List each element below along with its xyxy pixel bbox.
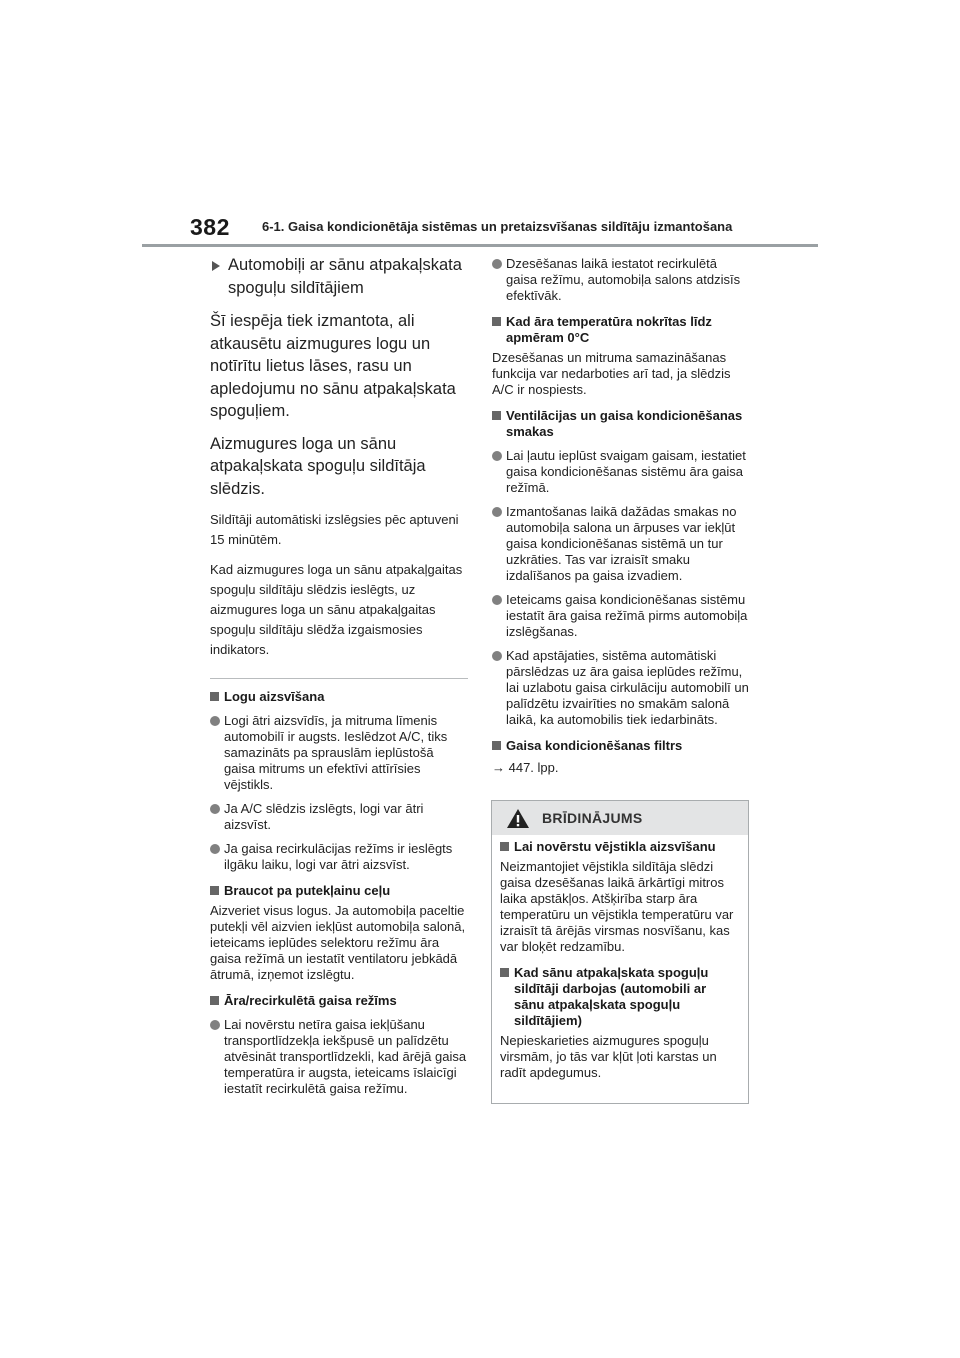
warning-text-vejstikls: Neizmantojiet vējstikla sildītāja slēdzi gaisa dzesēšanas laikā ārkārtīgi mitros laika apstākļos. Atšķirība starp āra temperatūru un vējstikla temperatūru var izraisīt tā ārējās virsmas nosvīšanu, kas var bloķēt redzamību.	[500, 859, 734, 954]
circle-bullet-icon	[492, 451, 502, 461]
heading-logu-aizsvisana	[210, 689, 468, 705]
warning-heading-speguli	[500, 965, 740, 1029]
page-reference-link[interactable]: → 447. lpp.	[492, 760, 559, 775]
heading-text: Lai novērstu vējstikla aizsvīšanu	[514, 839, 716, 854]
heading-temperatura	[492, 314, 750, 346]
circle-bullet-icon	[210, 804, 220, 814]
list-item	[492, 256, 750, 304]
square-bullet-icon	[210, 886, 219, 895]
list-item-text: Ja gaisa recirkulācijas režīms ir ieslēgts ilgāku laiku, logi var ātri aizsvīst.	[224, 841, 453, 872]
list-item	[492, 448, 750, 496]
warning-text-speguli: Nepieskarieties aizmugures spoguļu virsmām, jo tās var kļūt ļoti karstas un radīt apdegumus.	[500, 1033, 717, 1080]
triangle-bullet-icon	[212, 261, 220, 271]
heading-braucot	[210, 883, 468, 899]
list-item-text: Dzesēšanas laikā iestatot recirkulētā gaisa režīmu, automobiļa salons atdzisīs efektīvāk.	[506, 256, 741, 303]
circle-bullet-icon	[492, 595, 502, 605]
circle-bullet-icon	[210, 716, 220, 726]
circle-bullet-icon	[210, 844, 220, 854]
left-column	[210, 254, 468, 1097]
heading-text: Braucot pa putekļainu ceļu	[224, 883, 391, 898]
temperatura-text: Dzesēšanas un mitruma samazināšanas funkcija var nedarboties arī tad, ja slēdzis A/C ir nospiests.	[492, 350, 731, 397]
heading-text: Logu aizsvīšana	[224, 689, 325, 704]
square-bullet-icon	[500, 842, 509, 851]
heading-text: Kad sānu atpakaļskata spoguļu sildītāji darbojas (automobili ar sānu atpakaļskata spoguļu sildītājiem)	[514, 965, 709, 1028]
right-column	[492, 254, 750, 776]
square-bullet-icon	[500, 968, 509, 977]
circle-bullet-icon	[492, 651, 502, 661]
list-item	[210, 713, 468, 793]
list-item-text: Lai novērstu netīra gaisa iekļūšanu transportlīdzekļa iekšpusē un palīdzētu atvēsināt transportlīdzekli, kad ārējā gaisa temperatūra ir augsta, ieteicams īslaicīgi iestatīt recirkulētā gaisa režīmu.	[224, 1017, 467, 1096]
list-item	[210, 1017, 468, 1097]
indicator-note: Kad aizmugures loga un sānu atpakaļgaitas spoguļu sildītāju slēdzis ieslēgts, uz aizmugures loga un sānu atpakaļgaitas spoguļu sildītāju slēdža izgaismosies indikators.	[210, 562, 463, 657]
warning-triangle-icon	[506, 808, 530, 829]
heading-text: Āra/recirkulētā gaisa režīms	[224, 993, 397, 1008]
heading-text: Kad āra temperatūra nokrītas līdz apmēram 0°C	[506, 314, 712, 345]
list-item	[210, 801, 468, 833]
page-number: 382	[190, 214, 230, 240]
warning-title: BRĪDINĀJUMS	[542, 810, 643, 826]
list-item-text: Ja A/C slēdzis izslēgts, logi var ātri aizsvīst.	[224, 801, 424, 832]
switch-label: Aizmugures loga un sānu atpakaļskata spoguļu sildītāja slēdzis.	[210, 434, 426, 498]
list-item-text: Ieteicams gaisa kondicionēšanas sistēmu iestatīt āra gaisa režīmā pirms automobiļa izslēgšanas.	[506, 592, 748, 639]
square-bullet-icon	[210, 996, 219, 1005]
list-item	[492, 504, 750, 584]
warning-body	[492, 839, 748, 1081]
heading-filtrs	[492, 738, 750, 754]
heading-ventilacija	[492, 408, 750, 440]
heading-text: Gaisa kondicionēšanas filtrs	[506, 738, 683, 753]
feature-title-text: Automobiļi ar sānu atpakaļskata spoguļu sildītājiem	[228, 256, 462, 297]
circle-bullet-icon	[492, 259, 502, 269]
square-bullet-icon	[210, 692, 219, 701]
circle-bullet-icon	[492, 507, 502, 517]
list-item-text: Lai ļautu ieplūst svaigam gaisam, iestatiet gaisa kondicionēšanas sistēmu āra gaisa režīmā.	[506, 448, 746, 495]
square-bullet-icon	[492, 741, 501, 750]
feature-description: Šī iespēja tiek izmantota, ali atkausētu aizmugures logu un notīrītu lietus lāses, rasu un apledojumu no sānu atpakaļskata spoguļiem.	[210, 312, 456, 420]
braucot-text: Aizveriet visus logus. Ja automobiļa paceltie putekļi vēl aizvien iekļūst automobiļa salonā, ieteicams ieplūdes selektoru režīmu āra gaisa režīmā un iestatīt ventilatoru jebkādā ātrumā, izņemot izslēgtu.	[210, 903, 466, 982]
square-bullet-icon	[492, 411, 501, 420]
warning-box	[491, 800, 749, 1104]
square-bullet-icon	[492, 317, 501, 326]
warning-header	[492, 801, 748, 835]
list-item-text: Kad apstājaties, sistēma automātiski pārslēdzas uz āra gaisa ieplūdes režīmu, lai uzlabotu gaisa cirkulāciju automobilī un palīdzētu izvairīties no smakām salonā laikā, ka automobilis tiek iedarbināts.	[506, 648, 749, 727]
section-title: 6-1. Gaisa kondicionētāja sistēmas un pretaizsvīšanas sildītāju izmantošana	[262, 219, 733, 234]
heading-text: Ventilācijas un gaisa kondicionēšanas smakas	[506, 408, 743, 439]
circle-bullet-icon	[210, 1020, 220, 1030]
feature-title	[210, 254, 468, 300]
list-item	[492, 592, 750, 640]
warning-heading-vejstikls	[500, 839, 740, 855]
list-item-text: Izmantošanas laikā dažādas smakas no automobiļa salona un ārpuses var iekļūt gaisa kondicionēšanas sistēmā un tur uzkrāties. Tas var izraisīt smaku izdalīšanos pa gaisa izvadiem.	[506, 504, 737, 583]
auto-off-note: Sildītāji automātiski izslēgsies pēc aptuveni 15 minūtēm.	[210, 512, 459, 547]
list-item-text: Logi ātri aizsvīdīs, ja mitruma līmenis automobilī ir augsts. Ieslēdzot A/C, tiks samazināts pa sprauslām ieplūstošā gaisa mitrums un efektīvi attīrīsies vējstikls.	[224, 713, 448, 792]
header-rule	[142, 244, 818, 247]
divider	[210, 678, 468, 679]
list-item	[492, 648, 750, 728]
heading-ara-recirkuleta	[210, 993, 468, 1009]
list-item	[210, 841, 468, 873]
